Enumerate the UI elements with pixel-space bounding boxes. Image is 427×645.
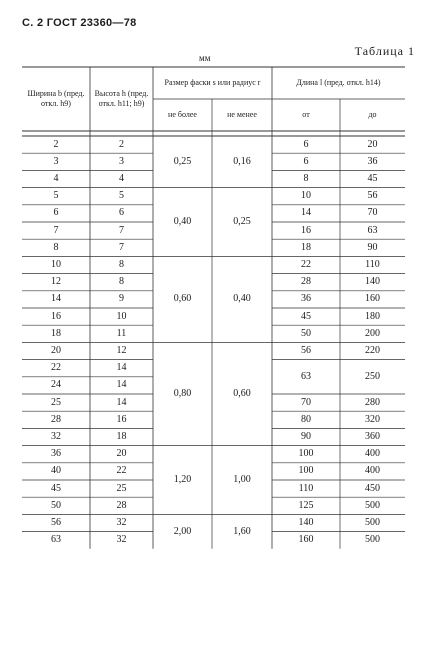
- cell-height-10: 10: [116, 310, 127, 322]
- cell-chamfer-max-2: 0,60: [173, 293, 192, 305]
- cell-length-from-7: 22: [301, 258, 311, 270]
- cell-height-3: 5: [119, 190, 124, 202]
- cell-chamfer-max-3: 0,80: [173, 387, 192, 399]
- cell-height-11: 11: [116, 327, 127, 339]
- cell-width-18: 36: [51, 448, 61, 460]
- cell-height-8: 8: [119, 276, 124, 288]
- cell-length-to-6: 90: [367, 241, 378, 253]
- page-header: С. 2 ГОСТ 23360—78: [22, 17, 137, 29]
- cell-width-14: 24: [51, 379, 61, 391]
- cell-height-17: 18: [116, 430, 127, 442]
- cell-width-23: 63: [51, 534, 61, 546]
- cell-length-from-17: 90: [301, 430, 311, 442]
- cell-height-20: 25: [116, 482, 127, 494]
- cell-height-19: 22: [116, 465, 127, 477]
- cell-width-6: 8: [53, 241, 59, 253]
- cell-chamfer-max-1: 0,40: [173, 215, 192, 227]
- cell-length-to-5: 63: [367, 224, 378, 236]
- cell-width-4: 6: [53, 207, 59, 219]
- cell-length-to-9: 160: [365, 293, 380, 305]
- cell-length-to-8: 140: [365, 276, 380, 288]
- cell-length-to-merged-0: 250: [365, 370, 380, 382]
- cell-height-13: 14: [116, 362, 127, 374]
- cell-chamfer-max-5: 2,00: [173, 525, 192, 537]
- cell-length-from-10: 45: [301, 310, 311, 322]
- cell-chamfer-max-0: 0,25: [173, 155, 192, 167]
- cell-length-from-merged-0: 63: [301, 370, 311, 382]
- cell-height-6: 7: [119, 241, 124, 253]
- cell-length-to-3: 56: [367, 190, 378, 202]
- cell-width-19: 40: [51, 465, 61, 477]
- cell-length-from-0: 6: [303, 138, 309, 150]
- cell-length-from-6: 18: [301, 241, 311, 253]
- header-length-to: до: [368, 110, 377, 119]
- cell-width-16: 28: [51, 413, 61, 425]
- cell-height-2: 4: [119, 172, 124, 184]
- header-chamfer: Размер фаски s или радиус r: [164, 78, 261, 87]
- cell-width-21: 50: [51, 499, 61, 511]
- cell-height-16: 16: [116, 413, 127, 425]
- units-label: мм: [199, 53, 211, 63]
- cell-width-2: 4: [53, 172, 59, 184]
- cell-length-to-2: 45: [367, 172, 378, 184]
- cell-length-from-5: 16: [301, 224, 311, 236]
- cell-length-from-23: 160: [298, 534, 314, 546]
- cell-height-1: 3: [119, 155, 124, 167]
- cell-length-to-0: 20: [367, 138, 378, 150]
- cell-width-5: 7: [53, 224, 59, 236]
- cell-width-10: 16: [51, 310, 61, 322]
- cell-length-to-12: 220: [365, 344, 380, 356]
- cell-chamfer-min-0: 0,16: [233, 155, 251, 167]
- cell-length-from-16: 80: [301, 413, 311, 425]
- cell-height-22: 32: [116, 516, 127, 528]
- cell-length-from-19: 100: [298, 465, 314, 477]
- cell-length-to-20: 450: [365, 482, 380, 494]
- cell-chamfer-min-1: 0,25: [233, 215, 251, 227]
- cell-chamfer-min-3: 0,60: [233, 387, 251, 399]
- cell-length-to-17: 360: [365, 430, 380, 442]
- cell-height-0: 2: [119, 138, 124, 150]
- cell-width-17: 32: [51, 430, 61, 442]
- cell-length-to-16: 320: [365, 413, 380, 425]
- cell-length-to-4: 70: [367, 207, 378, 219]
- cell-width-9: 14: [51, 293, 61, 305]
- cell-length-from-8: 28: [301, 276, 311, 288]
- cell-width-15: 25: [51, 396, 61, 408]
- cell-height-18: 20: [116, 448, 127, 460]
- cell-length-to-15: 280: [365, 396, 380, 408]
- cell-chamfer-min-2: 0,40: [233, 293, 251, 305]
- cell-height-14: 14: [116, 379, 127, 391]
- cell-length-from-12: 56: [301, 344, 311, 356]
- cell-length-from-11: 50: [301, 327, 311, 339]
- cell-length-to-22: 500: [365, 516, 380, 528]
- cell-length-from-18: 100: [298, 448, 314, 460]
- cell-width-3: 5: [53, 190, 59, 202]
- cell-width-7: 10: [51, 258, 61, 270]
- cell-length-to-1: 36: [367, 155, 378, 167]
- header-length: Длина l (пред. откл. h14): [296, 78, 381, 87]
- cell-length-from-21: 125: [298, 499, 314, 511]
- cell-height-7: 8: [119, 258, 124, 270]
- cell-height-15: 14: [116, 396, 127, 408]
- cell-length-to-23: 500: [365, 534, 380, 546]
- header-chamfer-min: не менее: [227, 110, 257, 119]
- cell-length-to-18: 400: [365, 448, 380, 460]
- cell-height-4: 6: [119, 207, 124, 219]
- cell-length-from-2: 8: [303, 172, 309, 184]
- cell-length-from-3: 10: [301, 190, 311, 202]
- cell-chamfer-max-4: 1,20: [173, 473, 192, 485]
- cell-width-12: 20: [51, 344, 61, 356]
- cell-length-to-10: 180: [365, 310, 380, 322]
- cell-height-9: 9: [119, 293, 124, 305]
- cell-length-from-1: 6: [303, 155, 309, 167]
- cell-length-from-15: 70: [301, 396, 311, 408]
- cell-length-to-7: 110: [365, 258, 380, 270]
- cell-chamfer-min-4: 1,00: [233, 473, 251, 485]
- cell-width-13: 22: [51, 362, 61, 374]
- header-width: Ширина b (пред. откл. h9): [27, 89, 85, 108]
- table-label: Таблица 1: [354, 44, 415, 58]
- cell-width-1: 3: [53, 155, 59, 167]
- cell-height-23: 32: [116, 534, 127, 546]
- cell-width-22: 56: [51, 516, 61, 528]
- header-length-from: от: [302, 110, 310, 119]
- cell-length-to-19: 400: [365, 465, 380, 477]
- cell-height-12: 12: [116, 344, 127, 356]
- cell-length-from-4: 14: [301, 207, 311, 219]
- cell-length-to-11: 200: [365, 327, 380, 339]
- cell-length-to-21: 500: [365, 499, 380, 511]
- cell-width-8: 12: [51, 276, 61, 288]
- header-chamfer-max: не более: [168, 110, 197, 119]
- cell-length-from-22: 140: [298, 516, 314, 528]
- cell-length-from-9: 36: [301, 293, 311, 305]
- cell-length-from-20: 110: [298, 482, 314, 494]
- cell-chamfer-min-5: 1,60: [233, 525, 251, 537]
- cell-height-5: 7: [119, 224, 124, 236]
- cell-width-0: 2: [53, 138, 59, 150]
- cell-height-21: 28: [116, 499, 127, 511]
- cell-width-11: 18: [51, 327, 61, 339]
- header-height: Высота h (пред. откл. h11; h9): [94, 89, 149, 108]
- cell-width-20: 45: [51, 482, 61, 494]
